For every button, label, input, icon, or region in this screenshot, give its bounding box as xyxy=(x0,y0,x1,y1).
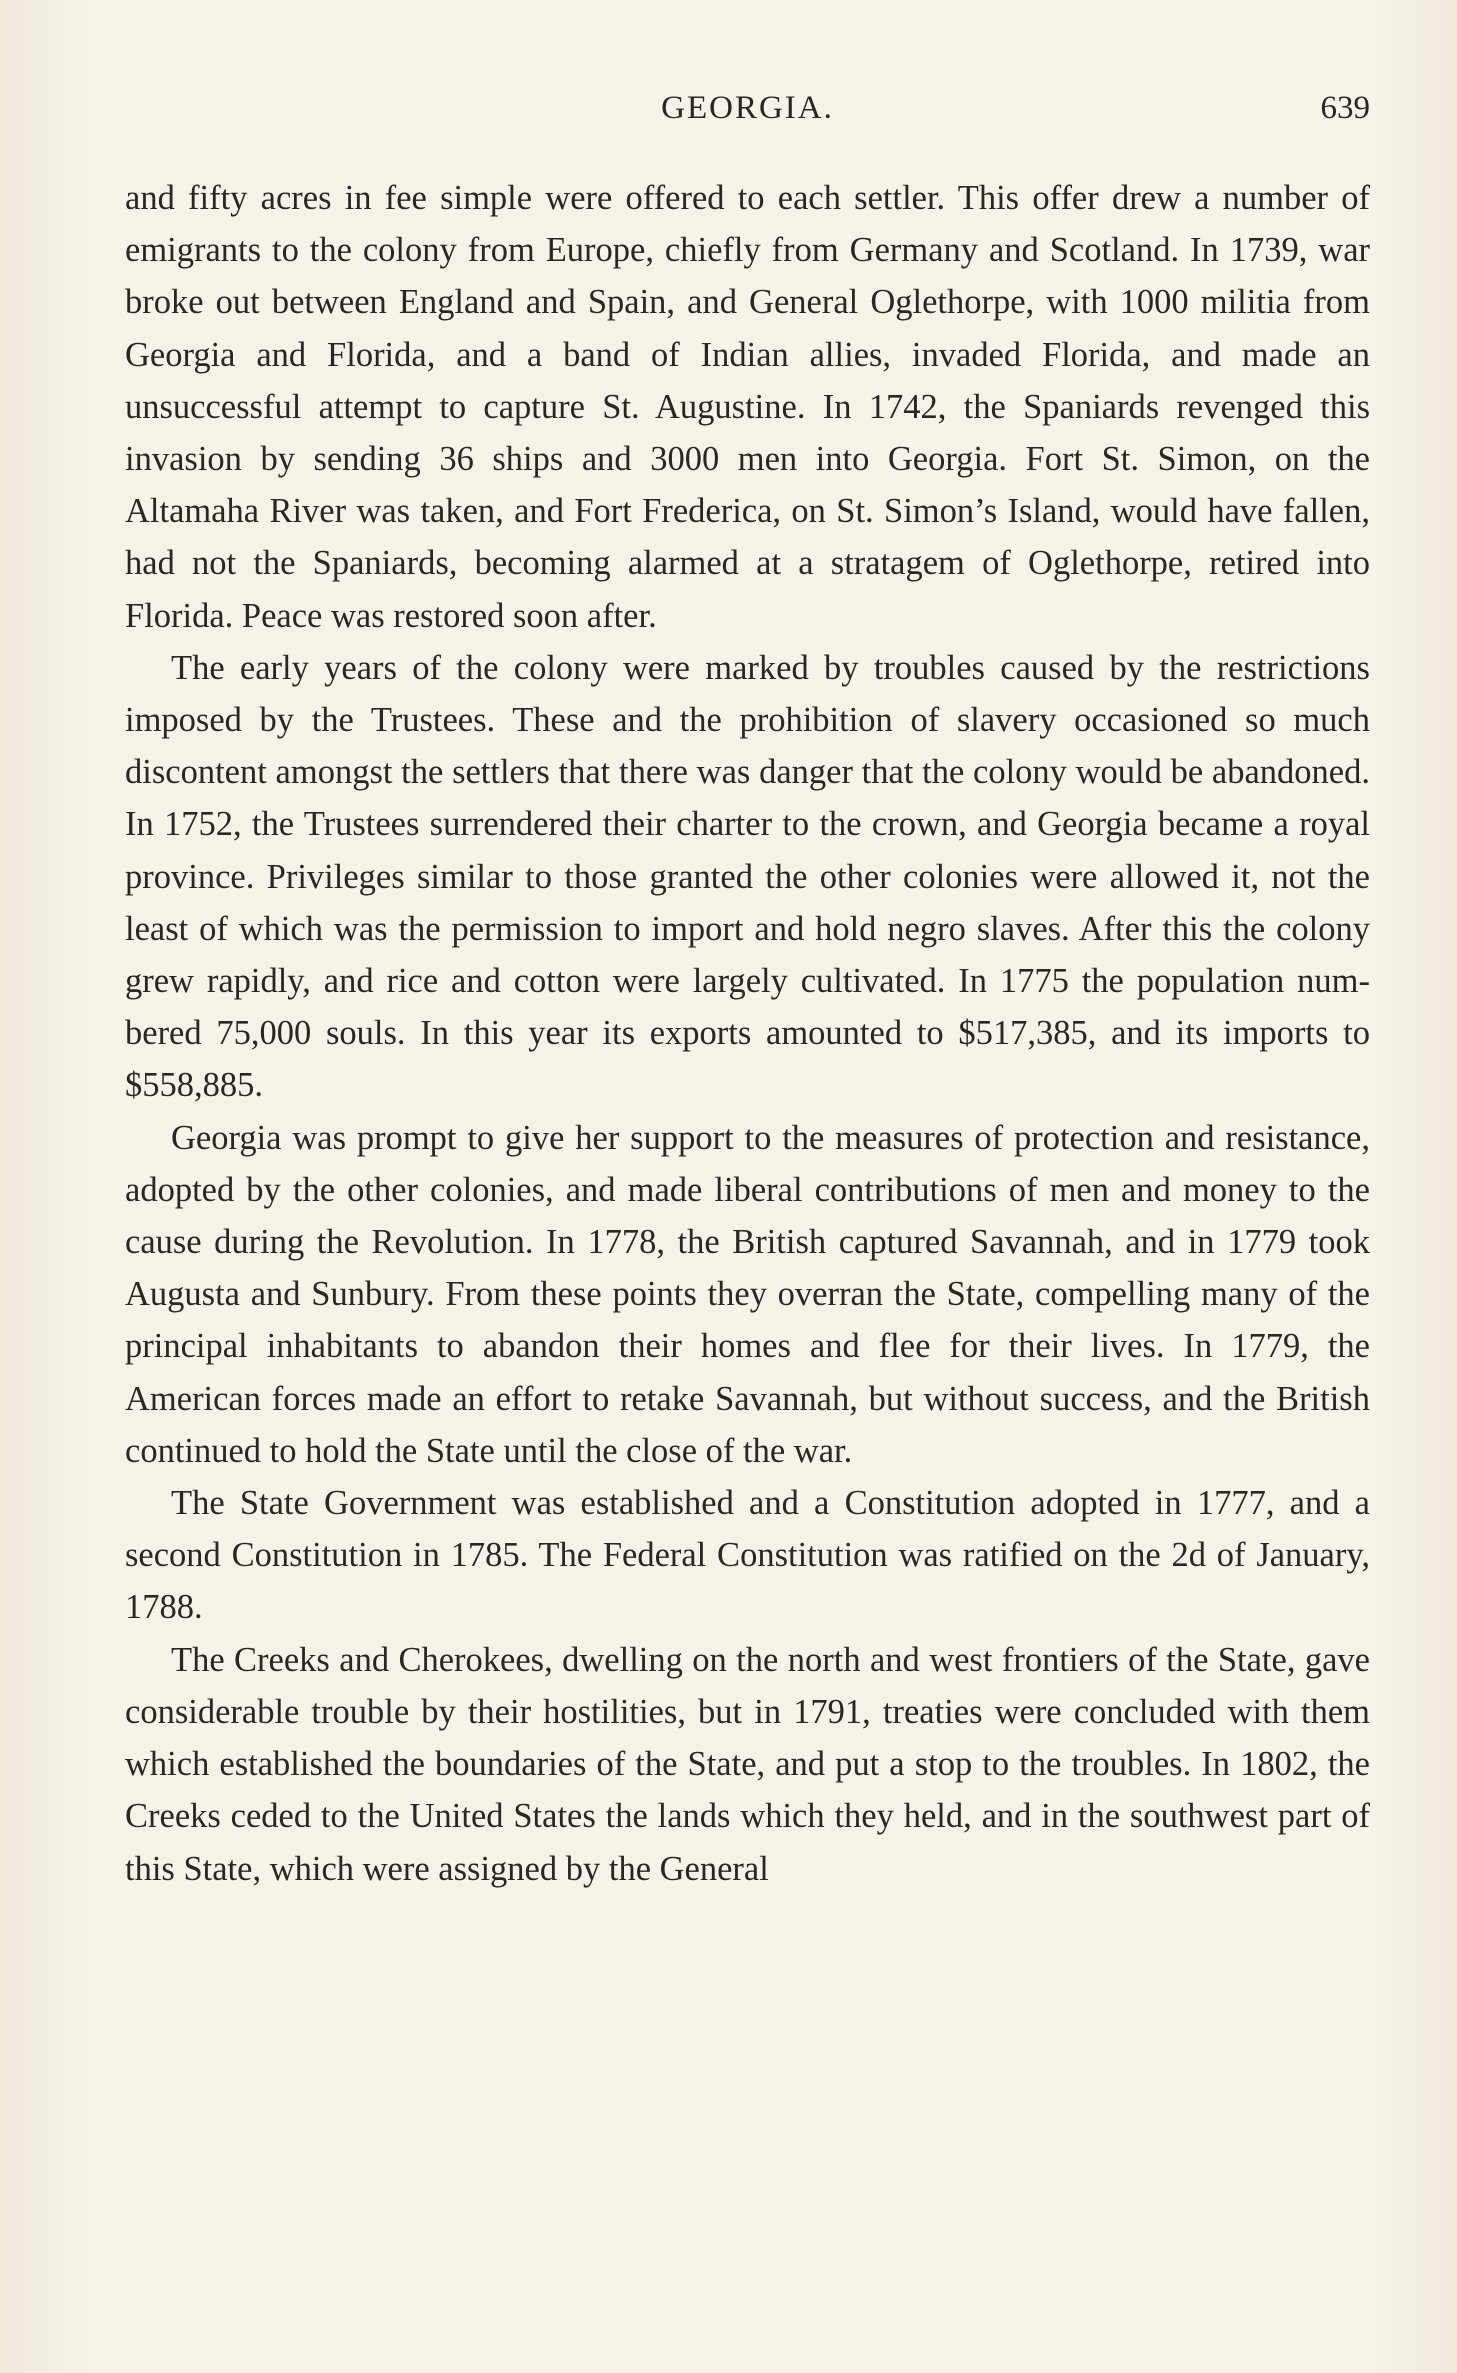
paragraph-colonial-troubles: The early years of the colony were marked by troubles caused by the restrictions imposed by the Trustees. These and the prohibition of slavery occasioned so much discontent amongst the settlers that there was danger that the colony would be abandoned. In 1752, the Trustees surrendered their charter to the crown, and Georgia became a royal province. Privileges similar to those granted the other colonies were allowed it, not the least of which was the permission to import and hold negro slaves. After this the colony grew rapidly, and rice and cotton were largely cultivated. In 1775 the population numbered 75,000 souls. In this year its exports amounted to $517,385, and its imports to $558,885. xyxy=(125,648,1370,1105)
paragraph-creeks-cherokees: The Creeks and Cherokees, dwelling on the north and west frontiers of the State, gave considerable trouble by their hostilities, but in 1791, treaties were concluded with them which established the boundaries of the State, and put a stop to the troubles. In 1802, the Creeks ceded to the United States the lands which they held, and in the southwest part of this State, which were assigned by the General xyxy=(125,1640,1370,1888)
page-number: 639 xyxy=(1320,90,1370,126)
running-head: GEORGIA. xyxy=(661,90,834,126)
page-header xyxy=(125,88,1370,134)
paragraph-revolution: Georgia was prompt to give her support to the measures of protection and resistance, adopted by the other colonies, and made liberal contributions of men and money to the cause during the Revolution. In 1778, the British captured Savannah, and in 1779 took Augusta and Sunbury. From these points they overran the State, compelling many of the principal inhabitants to abandon their homes and flee for their lives. In 1779, the American forces made an effort to retake Savannah, but without success, and the British continued to hold the State until the close of the war. xyxy=(125,1118,1370,1470)
body-text xyxy=(125,172,1370,1895)
paragraph-continuation: and fifty acres in fee simple were offered to each settler. This offer drew a number of emigrants to the colony from Europe, chiefly from Germany and Scotland. In 1739, war broke out between England and Spain, and General Oglethorpe, with 1000 militia from Georgia and Florida, and a band of Indian allies, invaded Florida, and made an unsuccessful attempt to capture St. Augustine. In 1742, the Spaniards revenged this invasion by sending 36 ships and 3000 men into Georgia. Fort St. Simon, on the Altamaha River was taken, and Fort Frederica, on St. Simon’s Island, would have fallen, had not the Spaniards, becoming alarmed at a stratagem of Oglethorpe, retired into Florida. Peace was restored soon after. xyxy=(125,179,1370,635)
paragraph-constitution: The State Government was established and a Constitution adopted in 1777, and a second Constitution in 1785. The Federal Constitution was ratified on the 2d of January, 1788. xyxy=(125,1484,1370,1627)
